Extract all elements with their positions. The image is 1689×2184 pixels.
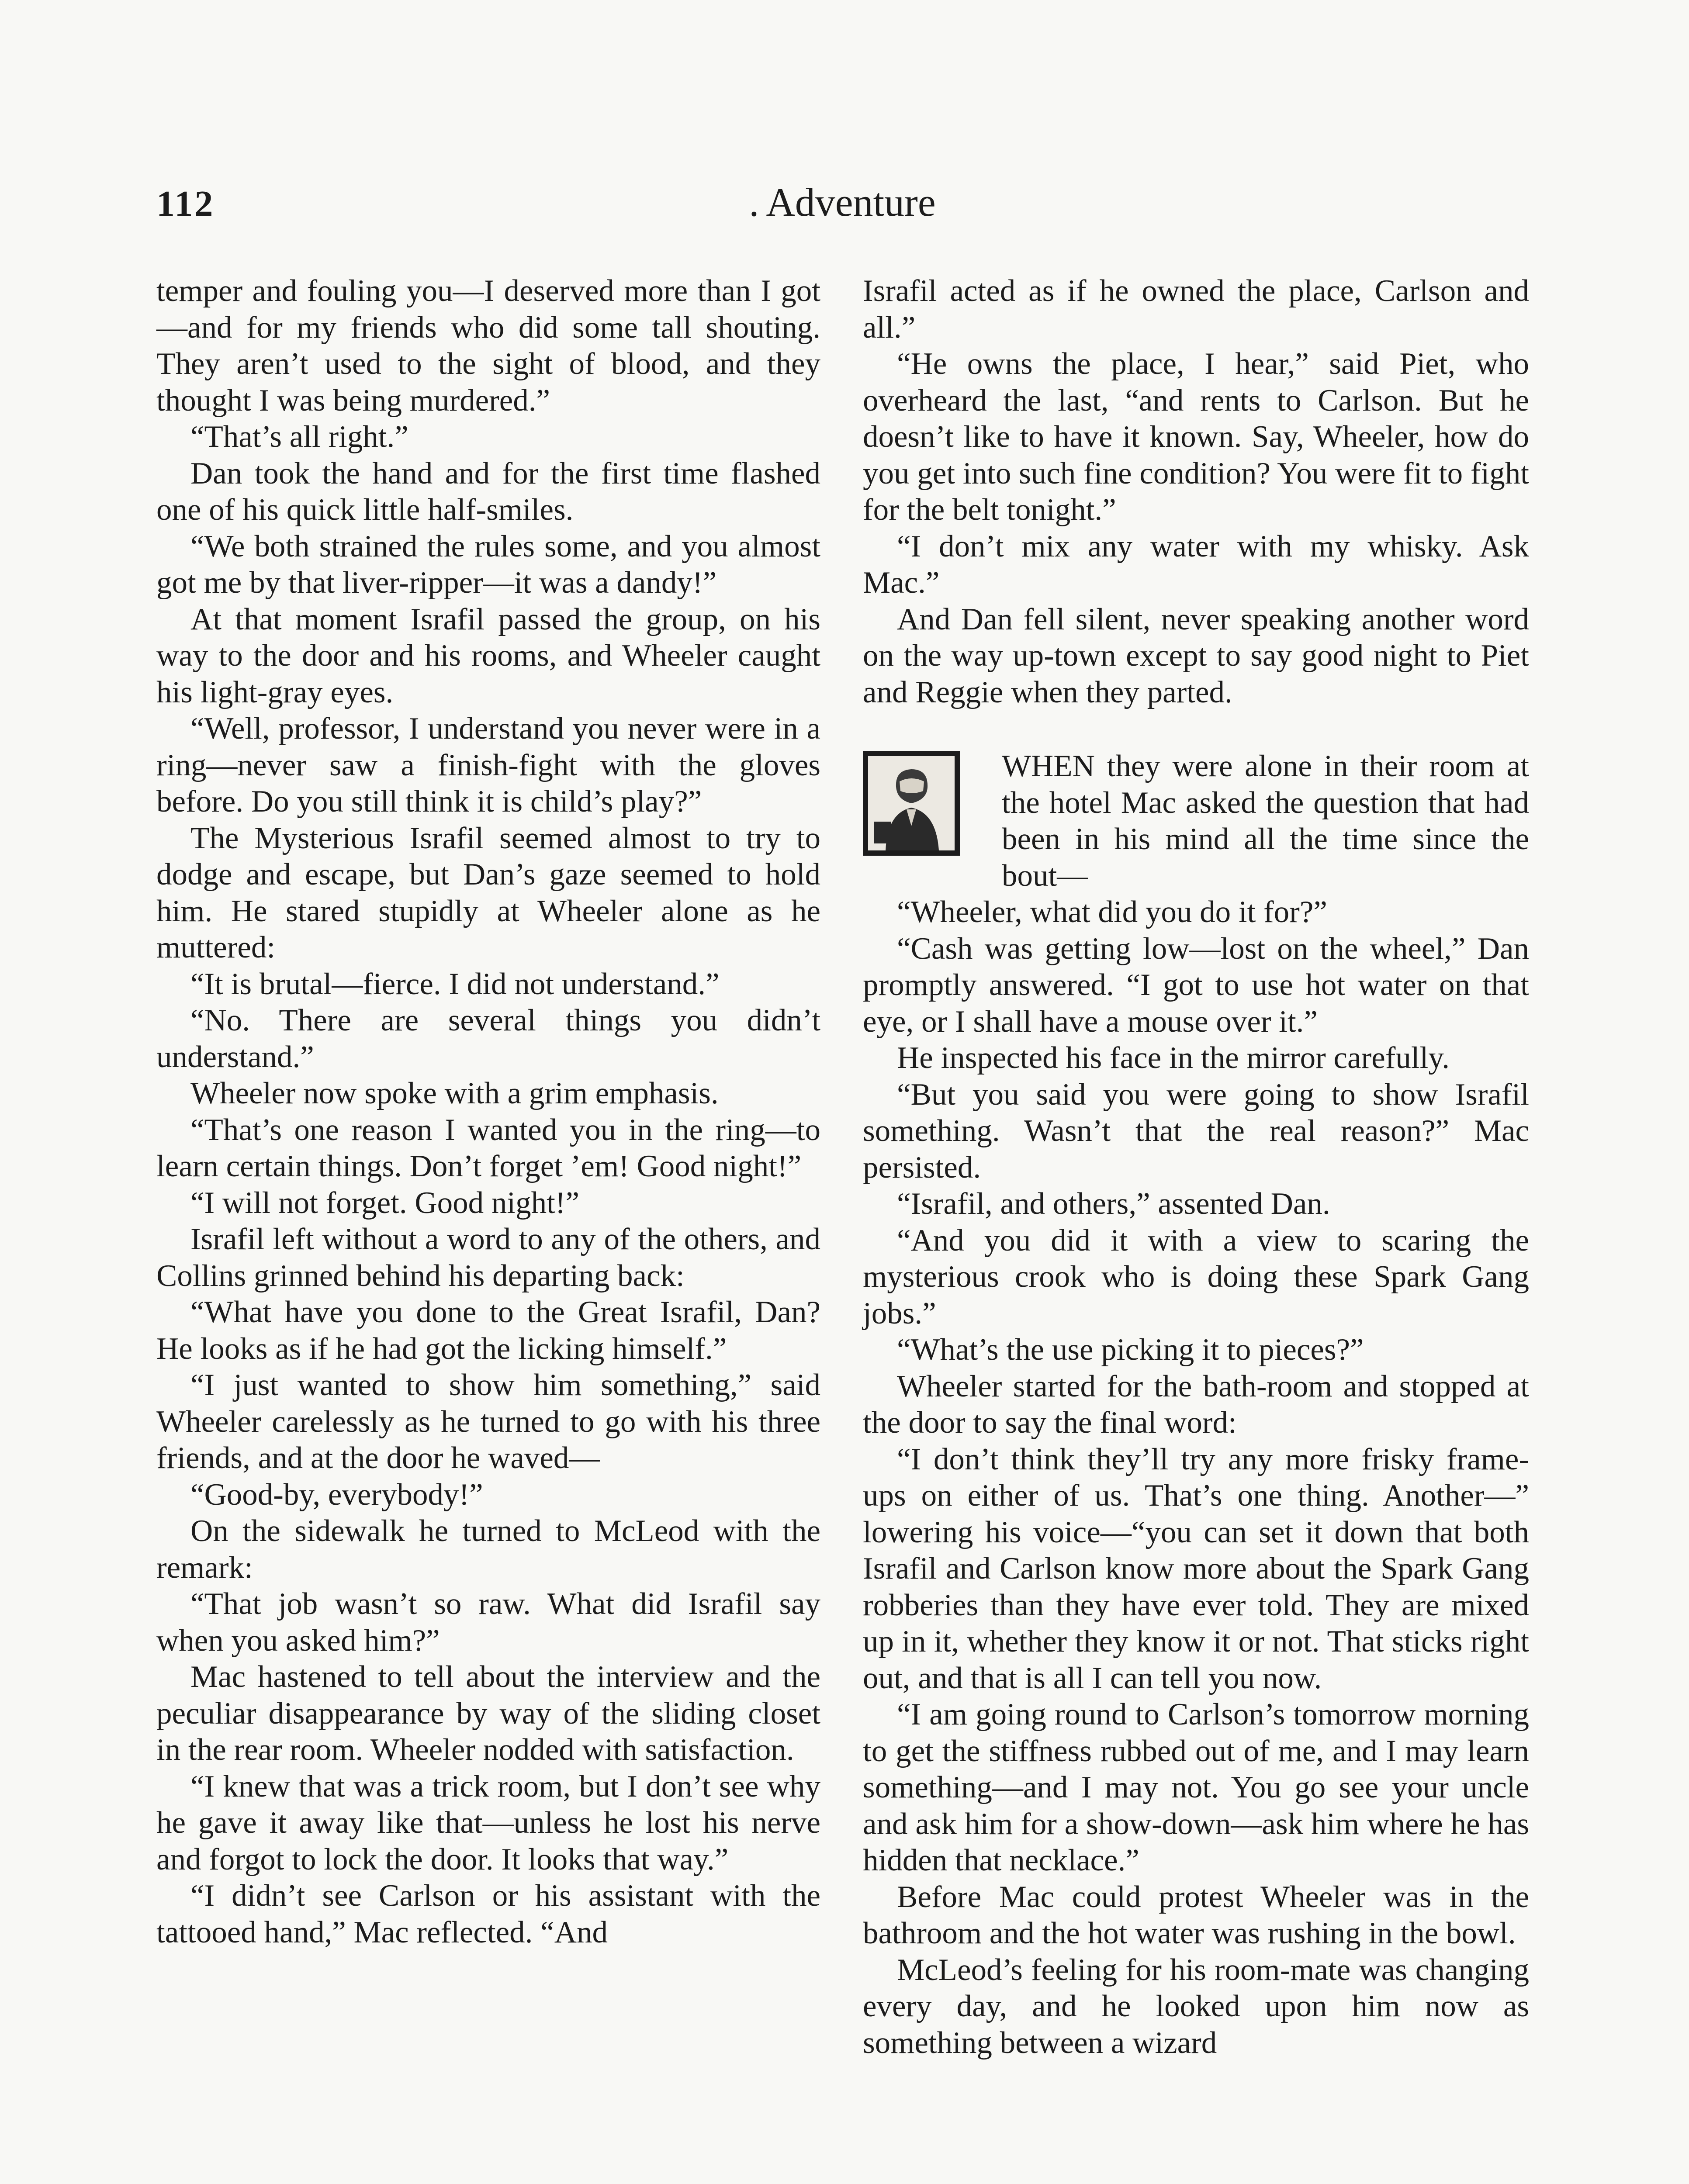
paragraph: McLeod’s feeling for his room-mate was changing every day, and he looked upon him now as something between a wizard	[863, 1952, 1529, 2060]
running-title: . Adventure	[749, 180, 936, 225]
paragraph: “Well, professor, I understand you never were in a ring—never saw a finish-fight with the gloves before. Do you still think it is child’s play?”	[156, 712, 820, 819]
paragraph: “And you did it with a view to scaring the mysterious crook who is doing these Spark Gang jobs.”	[863, 1223, 1529, 1330]
paragraph: “That’s all right.”	[190, 420, 408, 454]
initial-illustration	[863, 751, 990, 860]
paragraph: Dan took the hand and for the first time flashed one of his quick little half-smiles.	[156, 456, 820, 527]
paragraph: WHEN they were alone in their room at the hotel Mac asked the question that had been in his mind all the time since the bout—	[1002, 749, 1529, 893]
paragraph: On the sidewalk he turned to McLeod with the remark:	[156, 1514, 820, 1585]
paragraph: At that moment Israfil passed the group, on his way to the door and his rooms, and Wheeler caught his light-gray eyes.	[156, 602, 820, 709]
paragraph: “No. There are several things you didn’t understand.”	[156, 1003, 820, 1074]
paragraph: “I didn’t see Carlson or his assistant with the tattooed hand,” Mac reflected. “And	[156, 1879, 820, 1949]
paragraph: Mac hastened to tell about the interview and the peculiar disappearance by way of the sliding closet in the rear room. Wheeler nodded with satisfaction.	[156, 1660, 820, 1767]
paragraph: “I don’t think they’ll try any more frisky frame-ups on either of us. That’s one thing. Another—” lowering his voice—“you can set it down that both Israfil and Carlson know more about the Spark Gang robberies than they have ever told. They are mixed up in it, whether they know it or not. That sticks right out, and that is all I can tell you now.	[863, 1442, 1529, 1695]
paragraph: “Good-by, everybody!”	[190, 1477, 483, 1512]
paragraph: Wheeler started for the bath-room and stopped at the door to say the final word:	[863, 1369, 1529, 1440]
paragraph: “That job wasn’t so raw. What did Israfil say when you asked him?”	[156, 1587, 820, 1658]
right-column	[863, 273, 1529, 2061]
paragraph: Israfil left without a word to any of the others, and Collins grinned behind his departing back:	[156, 1222, 820, 1293]
paragraph: “I just wanted to show him something,” said Wheeler carelessly as he turned to go with his three friends, and at the door he waved—	[156, 1368, 820, 1475]
paragraph: “Wheeler, what did you do it for?”	[897, 895, 1327, 929]
paragraph: “I knew that was a trick room, but I don’t see why he gave it away like that—unless he lost his nerve and forgot to lock the door. It looks that way.”	[156, 1769, 820, 1876]
paragraph: “But you said you were going to show Israfil something. Wasn’t that the real reason?” Mac persisted.	[863, 1077, 1529, 1185]
paragraph: “We both strained the rules some, and you almost got me by that liver-ripper—it was a dandy!”	[156, 529, 820, 600]
running-title-text: Adventure	[766, 180, 936, 225]
paragraph: “It is brutal—fierce. I did not understand.”	[190, 967, 720, 1001]
paragraph: temper and fouling you—I deserved more than I got—and for my friends who did some tall shouting. They aren’t used to the sight of blood, and they thought I was being murdered.”	[156, 274, 820, 418]
paragraph: “What have you done to the Great Israfil, Dan? He looks as if he had got the licking himself.”	[156, 1295, 820, 1366]
portrait-figure-icon	[868, 756, 955, 850]
paragraph: “I don’t mix any water with my whisky. Ask Mac.”	[863, 529, 1529, 600]
paragraph: Before Mac could protest Wheeler was in the bathroom and the hot water was rushing in the bowl.	[863, 1880, 1529, 1950]
paragraph: “That’s one reason I wanted you in the ring—to learn certain things. Don’t forget ’em! Good night!”	[156, 1113, 820, 1183]
paragraph: And Dan fell silent, never speaking another word on the way up-town except to say good night to Piet and Reggie when they parted.	[863, 602, 1529, 709]
left-column	[156, 273, 820, 1951]
portrait-initial-illustration	[863, 751, 960, 856]
paragraph: Wheeler now spoke with a grim emphasis.	[190, 1076, 719, 1110]
page-header	[156, 180, 1528, 231]
paragraph: “I am going round to Carlson’s tomorrow morning to get the stiffness rubbed out of me, and I may learn something—and I may not. You go see your uncle and ask him for a show-down—ask him where he has hidden that necklace.”	[863, 1697, 1529, 1877]
paragraph: “Israfil, and others,” assented Dan.	[897, 1187, 1330, 1221]
paragraph: The Mysterious Israfil seemed almost to try to dodge and escape, but Dan’s gaze seemed to hold him. He stared stupidly at Wheeler alone as he muttered:	[156, 821, 820, 964]
paragraph: “I will not forget. Good night!”	[190, 1185, 579, 1220]
paragraph: “Cash was getting low—lost on the wheel,” Dan promptly answered. “I got to use hot water on that eye, or I shall have a mouse over it.”	[863, 931, 1529, 1039]
paragraph: Israfil acted as if he owned the place, Carlson and all.”	[863, 274, 1529, 345]
section-break	[863, 711, 1529, 748]
page-number: 112	[156, 183, 215, 224]
paragraph: “What’s the use picking it to pieces?”	[897, 1333, 1364, 1367]
paragraph: “He owns the place, I hear,” said Piet, who overheard the last, “and rents to Carlson. But he doesn’t like to have it known. Say, Wheeler, how do you get into such fine condition? You were fit to fight for the belt tonight.”	[863, 347, 1529, 527]
paragraph: He inspected his face in the mirror carefully.	[897, 1041, 1450, 1075]
